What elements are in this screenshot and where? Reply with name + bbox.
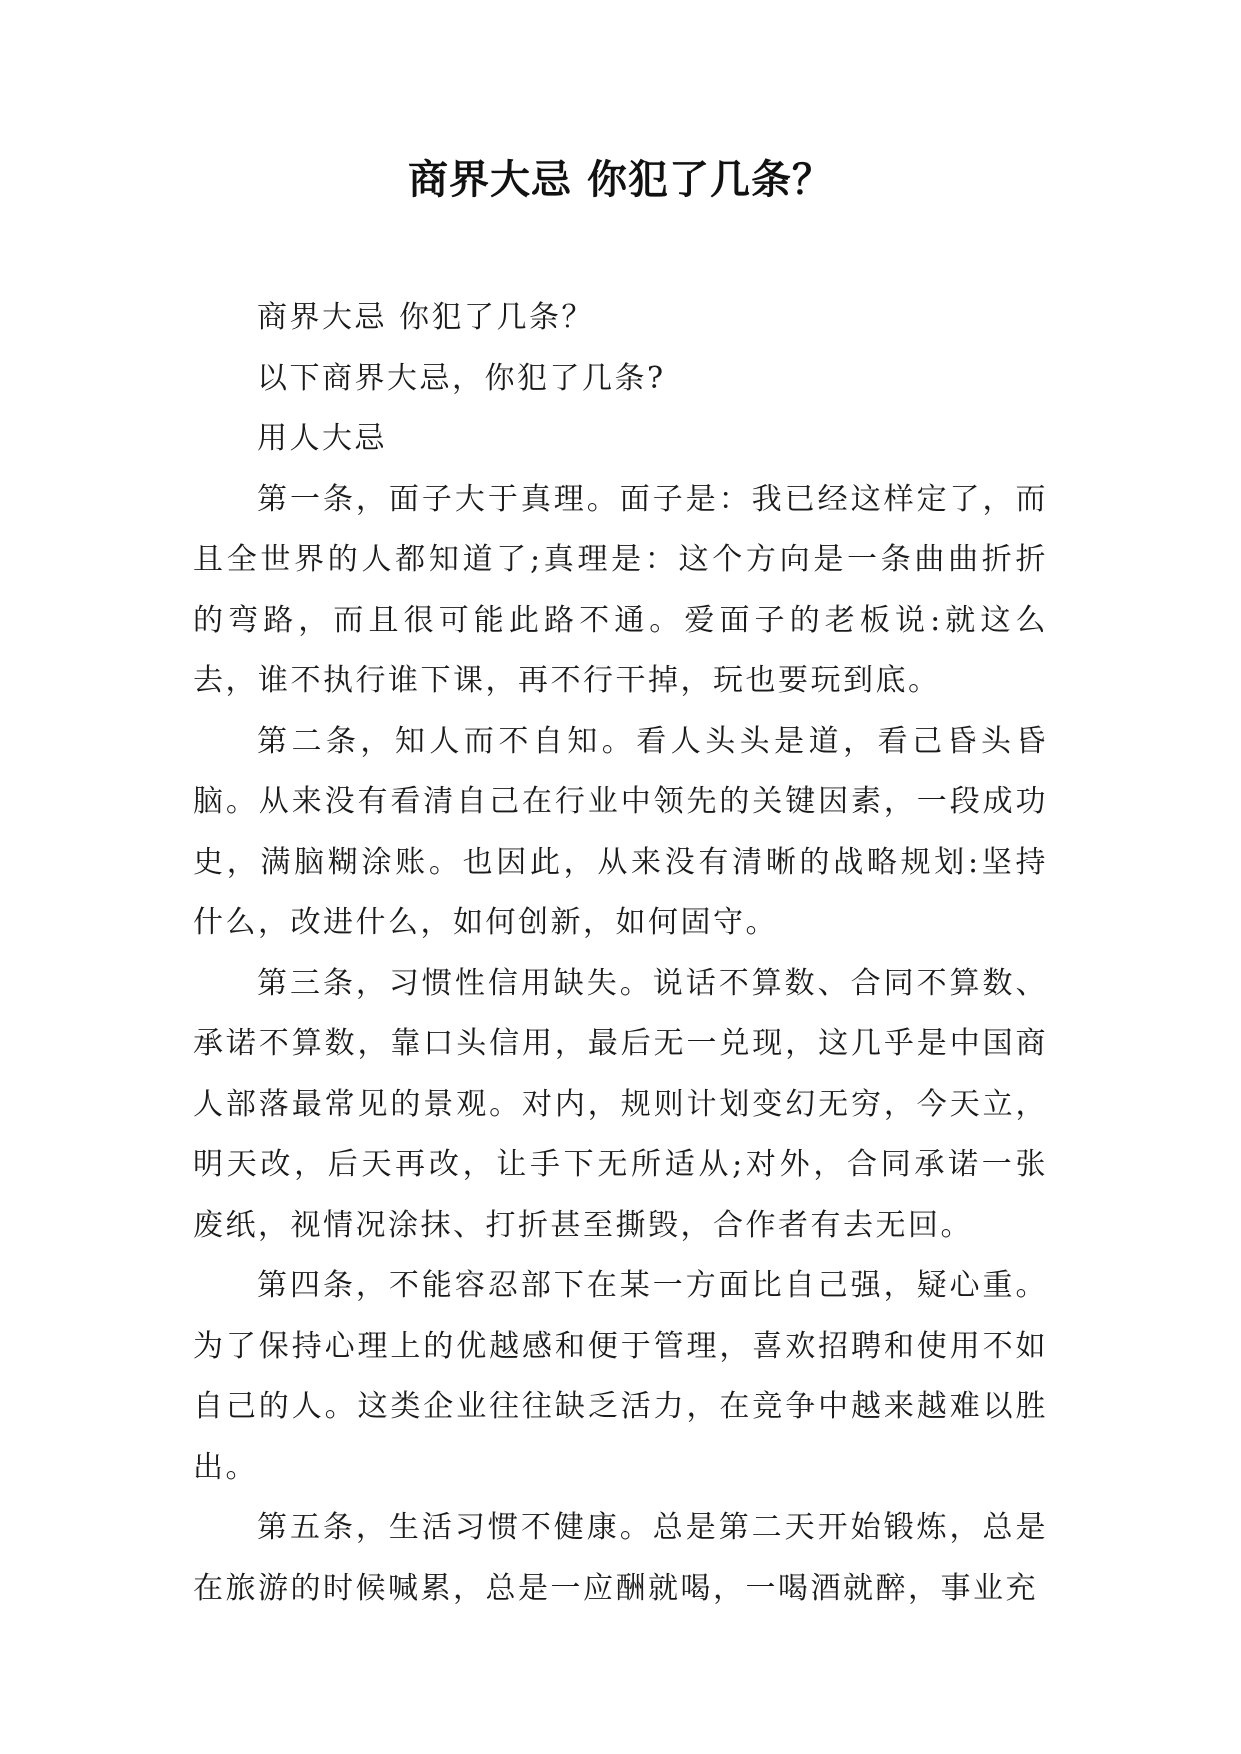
document-body xyxy=(193,288,1048,1619)
paragraph-rule-3: 第三条，习惯性信用缺失。说话不算数、合同不算数、承诺不算数，靠口头信用，最后无一兑现，这几乎是中国商人部落最常见的景观。对内，规则计划变幻无穷，今天立，明天改，后天再改，让手下无所适从;对外，合同承诺一张废纸，视情况涂抹、打折甚至撕毁，合作者有去无回。 xyxy=(193,965,1048,1243)
paragraph-rule-1: 第一条，面子大于真理。面子是：我已经这样定了，而且全世界的人都知道了;真理是：这个方向是一条曲曲折折的弯路，而且很可能此路不通。爱面子的老板说:就这么去，谁不执行谁下课，再不行干掉，玩也要玩到底。 xyxy=(193,481,1048,698)
paragraph-rule-2: 第二条，知人而不自知。看人头头是道，看己昏头昏脑。从来没有看清自己在行业中领先的关键因素，一段成功史，满脑糊涂账。也因此，从来没有清晰的战略规划:坚持什么，改进什么，如何创新，如何固守。 xyxy=(193,723,1048,940)
paragraph-rule-5: 第五条，生活习惯不健康。总是第二天开始锻炼，总是在旅游的时候喊累，总是一应酬就喝，一喝酒就醉，事业充 xyxy=(193,1510,1048,1606)
section-heading: 用人大忌 xyxy=(257,421,387,456)
paragraph-subtitle: 商界大忌 你犯了几条？ xyxy=(257,300,595,335)
paragraph-intro: 以下商界大忌，你犯了几条? xyxy=(257,360,666,396)
paragraph-rule-4: 第四条，不能容忍部下在某一方面比自己强，疑心重。为了保持心理上的优越感和便于管理，喜欢招聘和使用不如自己的人。这类企业往往缺乏活力，在竞争中越来越难以胜出。 xyxy=(193,1268,1048,1485)
document-title: 商界大忌 你犯了几条？ xyxy=(408,157,833,203)
